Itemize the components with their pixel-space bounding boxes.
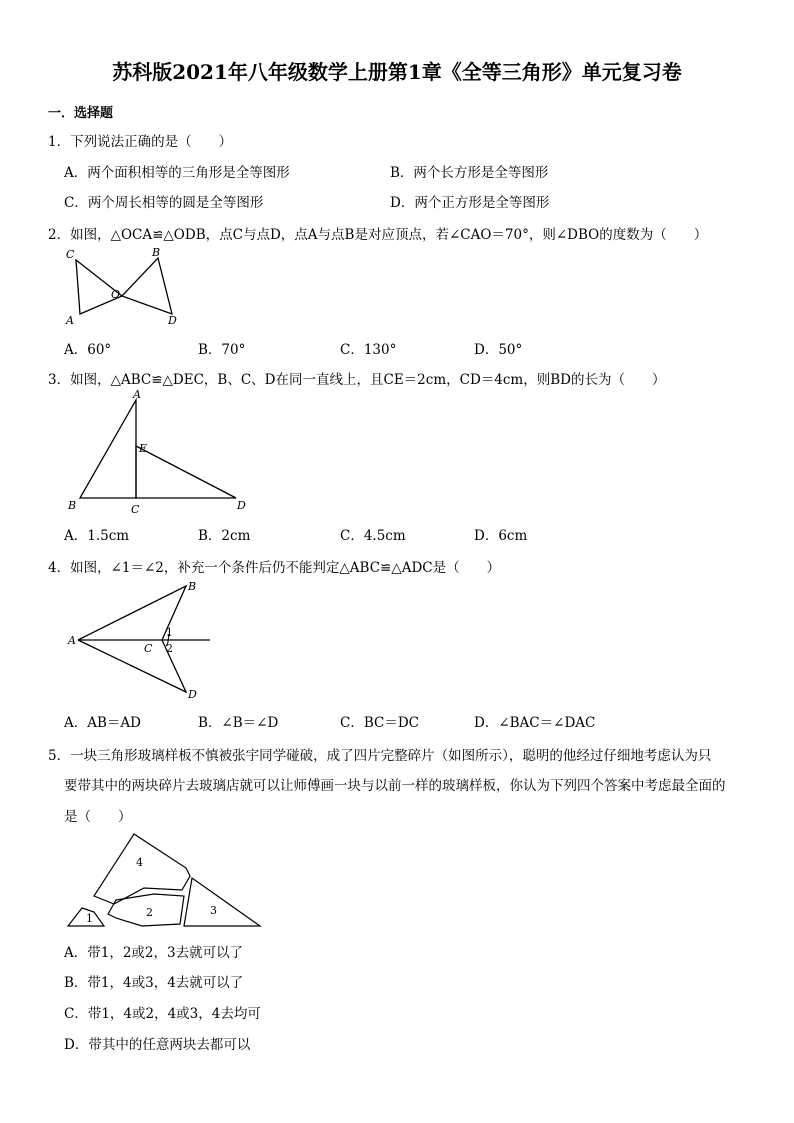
q3-option-d: D．6cm xyxy=(474,528,528,544)
q5-figure xyxy=(64,828,274,932)
q2-option-c: C．130° xyxy=(340,342,397,358)
q4-figure xyxy=(62,578,222,702)
question-5-stem-line-3: 是（ ） xyxy=(64,809,132,825)
q2-option-a: A．60° xyxy=(64,342,112,358)
q4-option-a: A．AB＝AD xyxy=(64,715,141,731)
q5-piece-1-label: 1 xyxy=(86,912,93,925)
q4-label-d: D xyxy=(188,688,197,701)
q3-triangle-dec xyxy=(136,446,236,498)
q2-triangle-oca xyxy=(76,260,122,314)
q2-label-d: D xyxy=(168,314,177,327)
q3-option-a: A．1.5cm xyxy=(64,528,130,544)
page-title: 苏科版2021年八年级数学上册第1章《全等三角形》单元复习卷 xyxy=(112,60,682,84)
question-2-stem: 2．如图，△OCA≌△ODB，点C与点D，点A与点B是对应顶点，若∠CAO＝70°，则∠DBO的度数为（ ） xyxy=(48,227,708,243)
q1-option-d: D．两个正方形是全等图形 xyxy=(390,195,550,211)
q4-label-1: 1 xyxy=(166,626,173,639)
q2-triangle-odb xyxy=(122,258,172,314)
question-5-stem-line-2: 要带其中的两块碎片去玻璃店就可以让师傅画一块与以前一样的玻璃样板，你认为下列四个答案中考虑最全面的 xyxy=(64,778,726,794)
q5-option-b: B．带1，4或3，4去就可以了 xyxy=(64,975,244,991)
question-5-stem-line-1: 5．一块三角形玻璃样板不慎被张宇同学碰破，成了四片完整碎片（如图所示），聪明的他经过仔细地考虑认为只 xyxy=(48,748,712,764)
q1-option-c: C．两个周长相等的圆是全等图形 xyxy=(64,195,264,211)
q4-option-d: D．∠BAC＝∠DAC xyxy=(474,715,596,731)
q2-option-b: B．70° xyxy=(198,342,246,358)
q4-label-c: C xyxy=(144,642,153,655)
q3-label-e: E xyxy=(139,442,148,455)
q3-triangle-abc xyxy=(80,400,136,498)
q3-label-a: A xyxy=(133,388,141,401)
q5-piece-3-label: 3 xyxy=(210,904,217,917)
q5-piece-3 xyxy=(184,878,260,926)
q2-label-c: C xyxy=(66,248,75,261)
q1-option-b: B．两个长方形是全等图形 xyxy=(390,165,549,181)
q2-label-a: A xyxy=(66,314,74,327)
question-4-stem: 4．如图，∠1＝∠2，补充一个条件后仍不能判定△ABC≌△ADC是（ ） xyxy=(48,560,501,576)
section-heading: 一．选择题 xyxy=(48,106,114,121)
q4-label-a: A xyxy=(68,634,76,647)
q2-label-o: O xyxy=(111,288,121,301)
q4-label-b: B xyxy=(188,580,197,593)
q3-label-b: B xyxy=(68,499,77,512)
q3-label-d: D xyxy=(237,499,246,512)
q3-figure xyxy=(60,388,260,516)
q2-option-d: D．50° xyxy=(474,342,523,358)
q4-label-2: 2 xyxy=(166,642,173,655)
q3-option-b: B．2cm xyxy=(198,528,251,544)
q2-label-b: B xyxy=(152,246,161,259)
q2-figure xyxy=(60,244,190,328)
q1-option-a: A．两个面积相等的三角形是全等图形 xyxy=(64,165,290,181)
question-3-stem: 3．如图，△ABC≌△DEC，B、C、D在同一直线上，且CE＝2cm，CD＝4cm，则BD的长为（ ） xyxy=(48,372,666,388)
q5-piece-4-label: 4 xyxy=(136,856,143,869)
question-1-stem: 1．下列说法正确的是（ ） xyxy=(48,134,233,150)
q5-option-a: A．带1，2或2，3去就可以了 xyxy=(64,945,244,961)
q5-piece-4 xyxy=(94,834,190,904)
q4-option-b: B．∠B＝∠D xyxy=(198,715,279,731)
q4-option-c: C．BC＝DC xyxy=(340,715,419,731)
q5-piece-2-label: 2 xyxy=(146,906,153,919)
q5-option-d: D．带其中的任意两块去都可以 xyxy=(64,1037,251,1053)
q3-option-c: C．4.5cm xyxy=(340,528,406,544)
q3-label-c: C xyxy=(131,503,140,516)
q5-option-c: C．带1，4或2，4或3，4去均可 xyxy=(64,1006,261,1022)
